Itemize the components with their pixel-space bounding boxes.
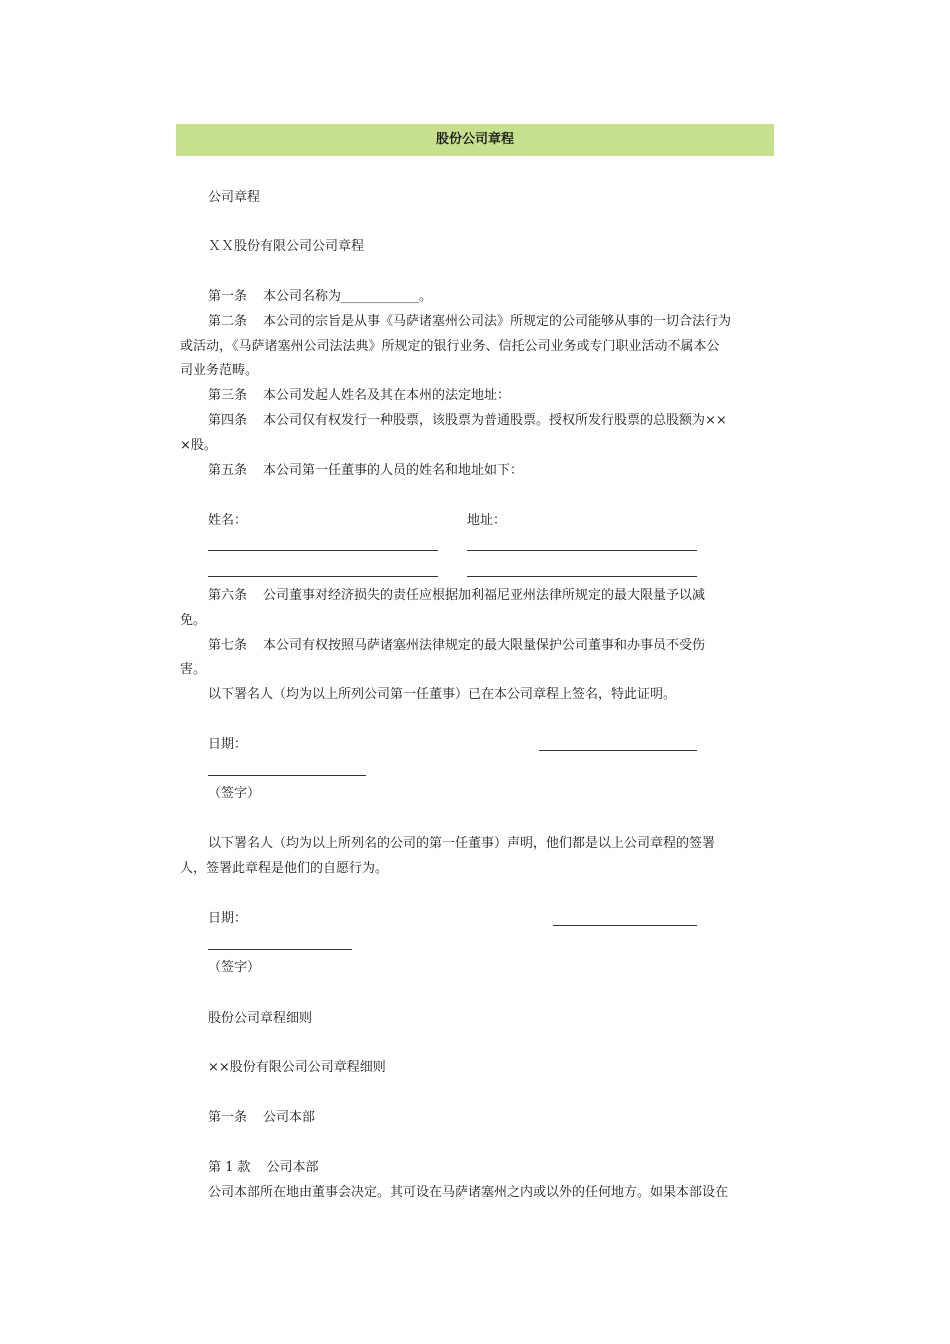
document-title-banner <box>176 124 774 156</box>
document-title: 股份公司章程 <box>435 132 514 147</box>
article-label: 第四条 <box>208 413 248 428</box>
date-line-1 <box>539 750 697 751</box>
heading-bylaws: 股份公司章程细则 <box>208 1011 313 1026</box>
signature-label-1: （签字） <box>208 786 261 801</box>
article-7-line2: 害。 <box>180 662 207 677</box>
date-line-2 <box>553 925 697 926</box>
signature-line-2 <box>208 949 352 950</box>
address-line-2 <box>467 576 697 577</box>
article-6 <box>208 588 705 604</box>
article-6-line2: 免。 <box>180 613 207 628</box>
date-label-2: 日期： <box>208 911 248 926</box>
name-label: 姓名： <box>208 513 248 528</box>
article-4 <box>208 413 727 429</box>
article-2 <box>208 314 731 330</box>
article-text: 本公司发起人姓名及其在本州的法定地址： <box>263 388 511 403</box>
signature-label-2: （签字） <box>208 960 261 975</box>
bylaw-clause-1 <box>208 1160 319 1176</box>
bylaw-article-1 <box>208 1110 315 1126</box>
article-1 <box>208 289 432 305</box>
article-3 <box>208 388 510 404</box>
article-label: 第七条 <box>208 638 248 653</box>
heading-company-name-charter: ＸＸ股份有限公司公司章程 <box>208 239 365 254</box>
article-label: 第三条 <box>208 388 248 403</box>
article-label: 第二条 <box>208 314 248 329</box>
name-line-2 <box>208 576 438 577</box>
article-text: 本公司仅有权发行一种股票，该股票为普通股票。授权所发行股票的总股额为×× <box>263 413 727 428</box>
article-4-line2: ×股。 <box>180 438 217 453</box>
name-line-1 <box>208 550 438 551</box>
article-label: 第一条 <box>208 289 248 304</box>
certification-statement: 以下署名人（均为以上所列公司第一任董事）已在本公司章程上签名，特此证明。 <box>208 687 677 702</box>
signature-line-1 <box>208 775 366 776</box>
date-label-1: 日期： <box>208 737 248 752</box>
article-2-line3: 司业务范畴。 <box>180 363 259 378</box>
declaration-line2: 人，签署此章程是他们的自愿行为。 <box>180 861 389 876</box>
address-label: 地址： <box>467 513 507 528</box>
clause-title: 公司本部 <box>266 1160 319 1175</box>
heading-company-charter: 公司章程 <box>208 190 261 205</box>
declaration-line1: 以下署名人（均为以上所列名的公司的第一任董事）声明，他们都是以上公司章程的签署 <box>208 836 716 851</box>
heading-company-bylaws: ××股份有限公司公司章程细则 <box>208 1060 386 1075</box>
article-text: 公司董事对经济损失的责任应根据加利福尼亚州法律所规定的最大限量予以减 <box>263 588 706 603</box>
article-text: 本公司的宗旨是从事《马萨诸塞州公司法》所规定的公司能够从事的一切合法行为 <box>263 314 732 329</box>
article-2-line2: 或活动，《马萨诸塞州公司法法典》所规定的银行业务、信托公司业务或专门职业活动不属本公 <box>180 339 720 354</box>
address-line-1 <box>467 550 697 551</box>
article-text: 本公司名称为 <box>263 289 342 304</box>
clause-1-body: 公司本部所在地由董事会决定。其可设在马萨诸塞州之内或以外的任何地方。如果本部设在 <box>208 1185 729 1200</box>
article-text: 本公司第一任董事的人员的姓名和地址如下： <box>263 463 524 478</box>
article-label: 第五条 <box>208 463 248 478</box>
article-5 <box>208 463 523 479</box>
article-end: 。 <box>419 289 433 304</box>
article-label: 第六条 <box>208 588 248 603</box>
clause-label: 第 1 款 <box>208 1160 251 1175</box>
article-7 <box>208 638 705 654</box>
article-text: 公司本部 <box>263 1110 316 1125</box>
name-blank: ____________ <box>341 289 420 304</box>
article-text: 本公司有权按照马萨诸塞州法律规定的最大限量保护公司董事和办事员不受伤 <box>263 638 706 653</box>
article-label: 第一条 <box>208 1110 248 1125</box>
